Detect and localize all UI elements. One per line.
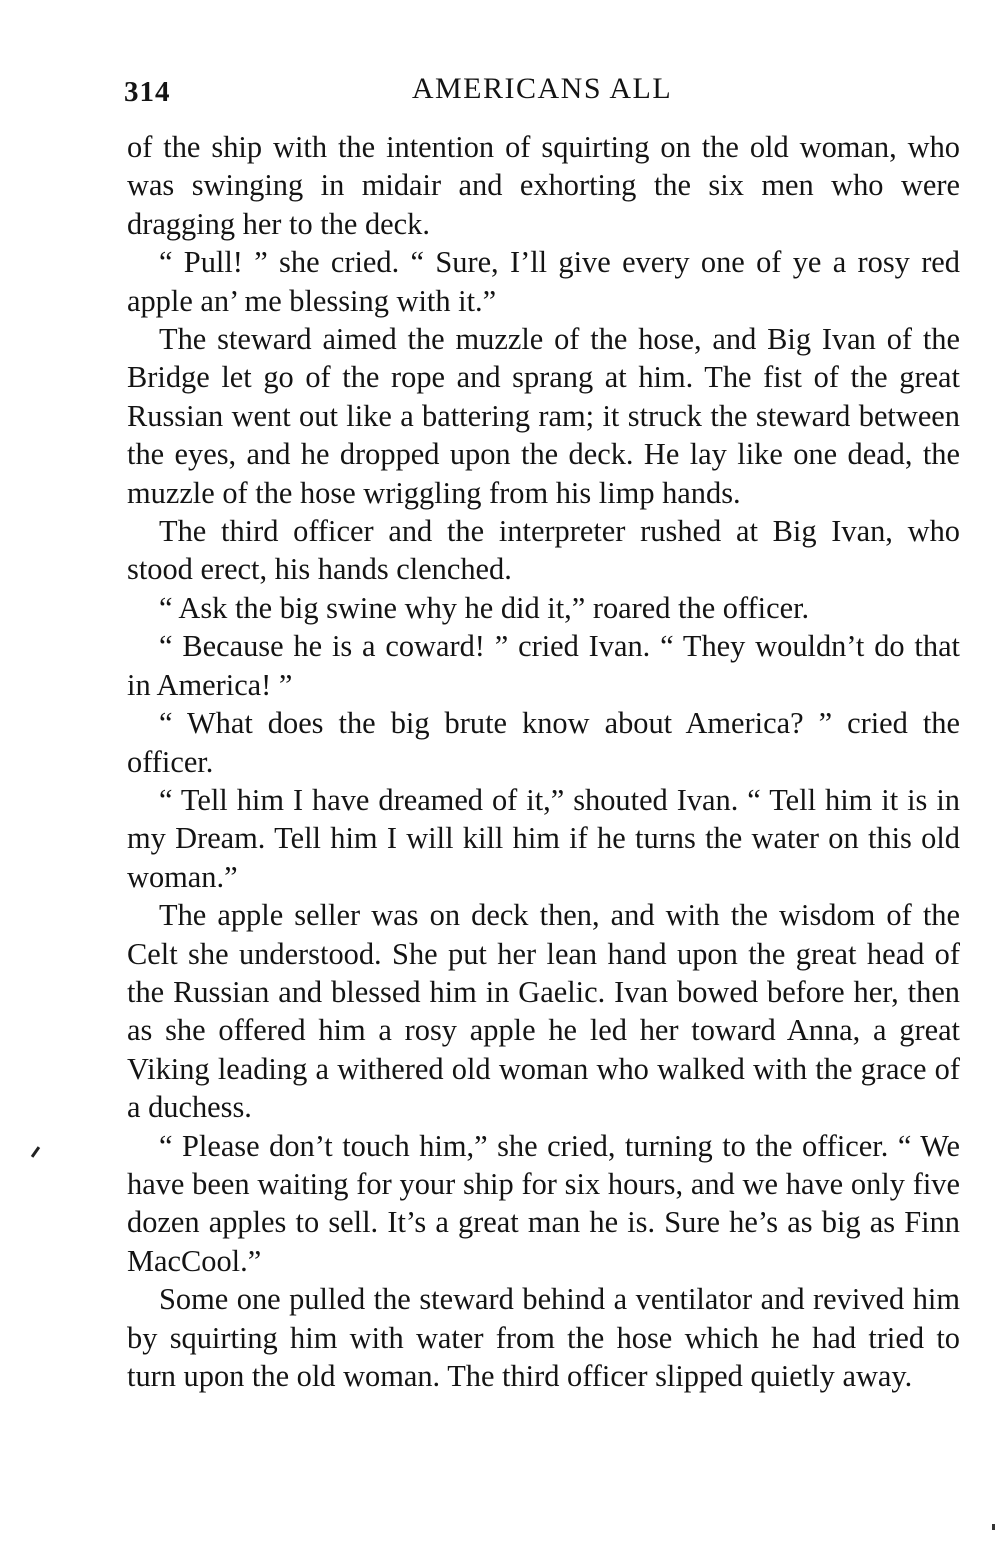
page-number: 314 [124, 76, 171, 108]
paragraph: Some one pulled the steward behind a ventilator and revived him by squirting him with water from the hose which he had tried to turn upon the old woman. The third officer slipped quietly away. [127, 1282, 960, 1393]
paragraph: The third officer and the interpreter rushed at Big Ivan, who stood erect, his hands clenched. [127, 514, 960, 587]
running-head: AMERICANS ALL [411, 72, 673, 105]
paragraph: “ Ask the big swine why he did it,” roared the officer. [159, 590, 810, 625]
body-text [127, 128, 960, 1395]
corner-mark [992, 1524, 995, 1530]
paragraph: “ Please don’t touch him,” she cried, turning to the officer. “ We have been waiting for your ship for six hours, and we have only five dozen apples to sell. It’s a great man he is. Sure he’s as big as Finn MacCool.” [127, 1128, 960, 1278]
paragraph: “ Because he is a coward! ” cried Ivan. “ They wouldn’t do that in America! ” [127, 629, 960, 702]
paragraph: of the ship with the intention of squirting on the old woman, who was swinging in midair and exhorting the six men who were dragging her to the deck. [127, 130, 960, 241]
page-header [124, 72, 960, 116]
paragraph: “ What does the big brute know about America? ” cried the officer. [127, 706, 960, 779]
paragraph: The apple seller was on deck then, and with the wisdom of the Celt she understood. She put her lean hand upon the great head of the Russian and blessed him in Gaelic. Ivan bowed before her, then as she offered him a rosy apple he led her toward Anna, a great Viking leading a withered old woman who walked with the grace of a duchess. [127, 898, 960, 1125]
paragraph: “ Tell him I have dreamed of it,” shouted Ivan. “ Tell him it is in my Dream. Tell him I will kill him if he turns the water on this old woman.” [127, 782, 960, 894]
paragraph: The steward aimed the muzzle of the hose, and Big Ivan of the Bridge let go of the rope and sprang at him. The fist of the great Russian went out like a battering ram; it struck the steward between the eyes, and he dropped upon the deck. He lay like one dead, the muzzle of the hose wriggling from his limp hands. [127, 322, 960, 510]
margin-mark [31, 1146, 40, 1158]
paragraph: “ Pull! ” she cried. “ Sure, I’ll give every one of ye a rosy red apple an’ me blessing with it.” [127, 245, 960, 318]
